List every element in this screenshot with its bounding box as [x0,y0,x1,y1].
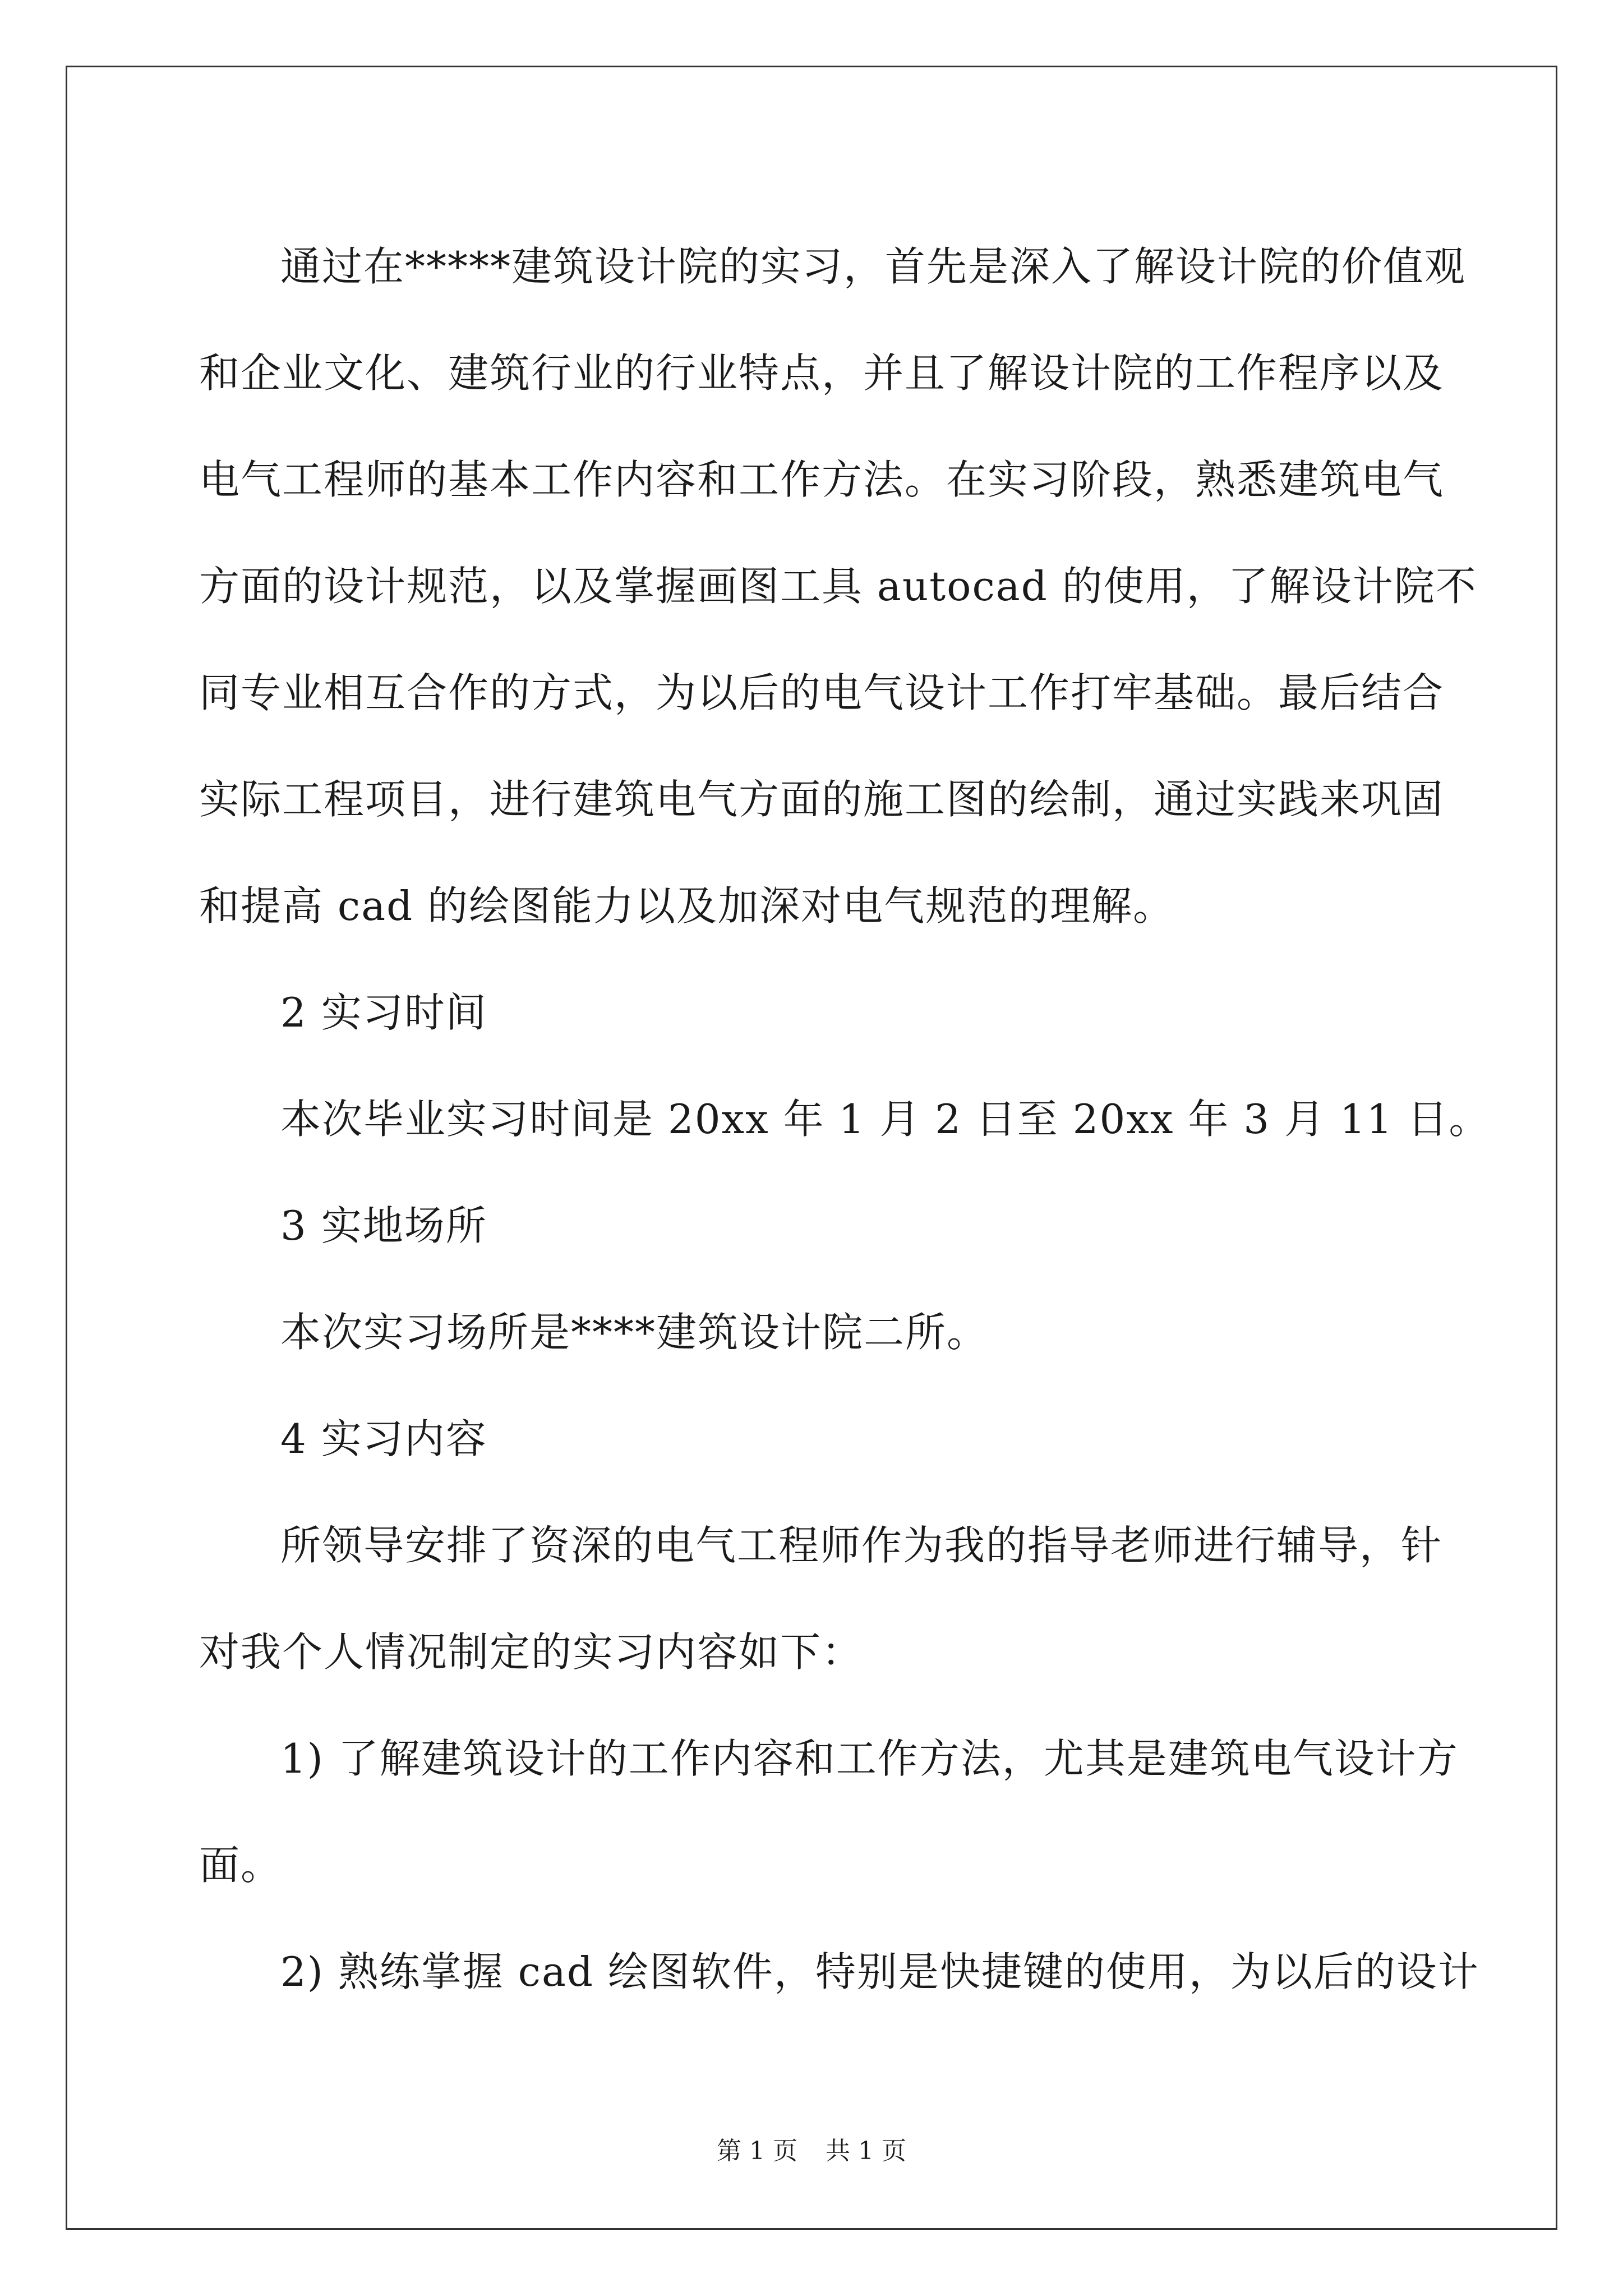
page-footer [0,2131,1623,2166]
section-heading: 4 实习内容 [280,1415,487,1462]
paragraph-lines [199,213,1491,2025]
text-line: 本次毕业实习时间是 20xx 年 1 月 2 日至 20xx 年 3 月 11 日。 [280,1096,1491,1143]
document-body [199,213,1491,2025]
text-line: 同专业相互合作的方式，为以后的电气设计工作打牢基础。最后结合 [199,669,1445,716]
text-line: 和企业文化、建筑行业的行业特点，并且了解设计院的工作程序以及 [199,349,1445,397]
text-line: 方面的设计规范，以及掌握画图工具 autocad 的使用，了解设计院不 [199,563,1477,610]
text-line: 本次实习场所是****建筑设计院二所。 [280,1309,989,1356]
page-total: 共 1 页 [826,2137,906,2165]
list-item: 2) 熟练掌握 cad 绘图软件，特别是快捷键的使用，为以后的设计 [280,1948,1479,1995]
text-line: 对我个人情况制定的实习内容如下： [199,1628,864,1676]
text-line: 和提高 cad 的绘图能力以及加深对电气规范的理解。 [199,882,1175,930]
text-line: 实际工程项目，进行建筑电气方面的施工图的绘制，通过实践来巩固 [199,776,1445,823]
text-line: 通过在*****建筑设计院的实习，首先是深入了解设计院的价值观 [280,243,1467,290]
text-line: 电气工程师的基本工作内容和工作方法。在实习阶段，熟悉建筑电气 [199,456,1445,503]
section-heading: 2 实习时间 [280,989,487,1036]
text-line: 面。 [199,1842,283,1889]
page-number: 第 1 页 [717,2137,797,2165]
text-line: 所领导安排了资深的电气工程师作为我的指导老师进行辅导，针 [280,1522,1443,1569]
list-item: 1) 了解建筑设计的工作内容和工作方法，尤其是建筑电气设计方 [280,1735,1459,1782]
section-heading: 3 实地场所 [280,1202,487,1249]
